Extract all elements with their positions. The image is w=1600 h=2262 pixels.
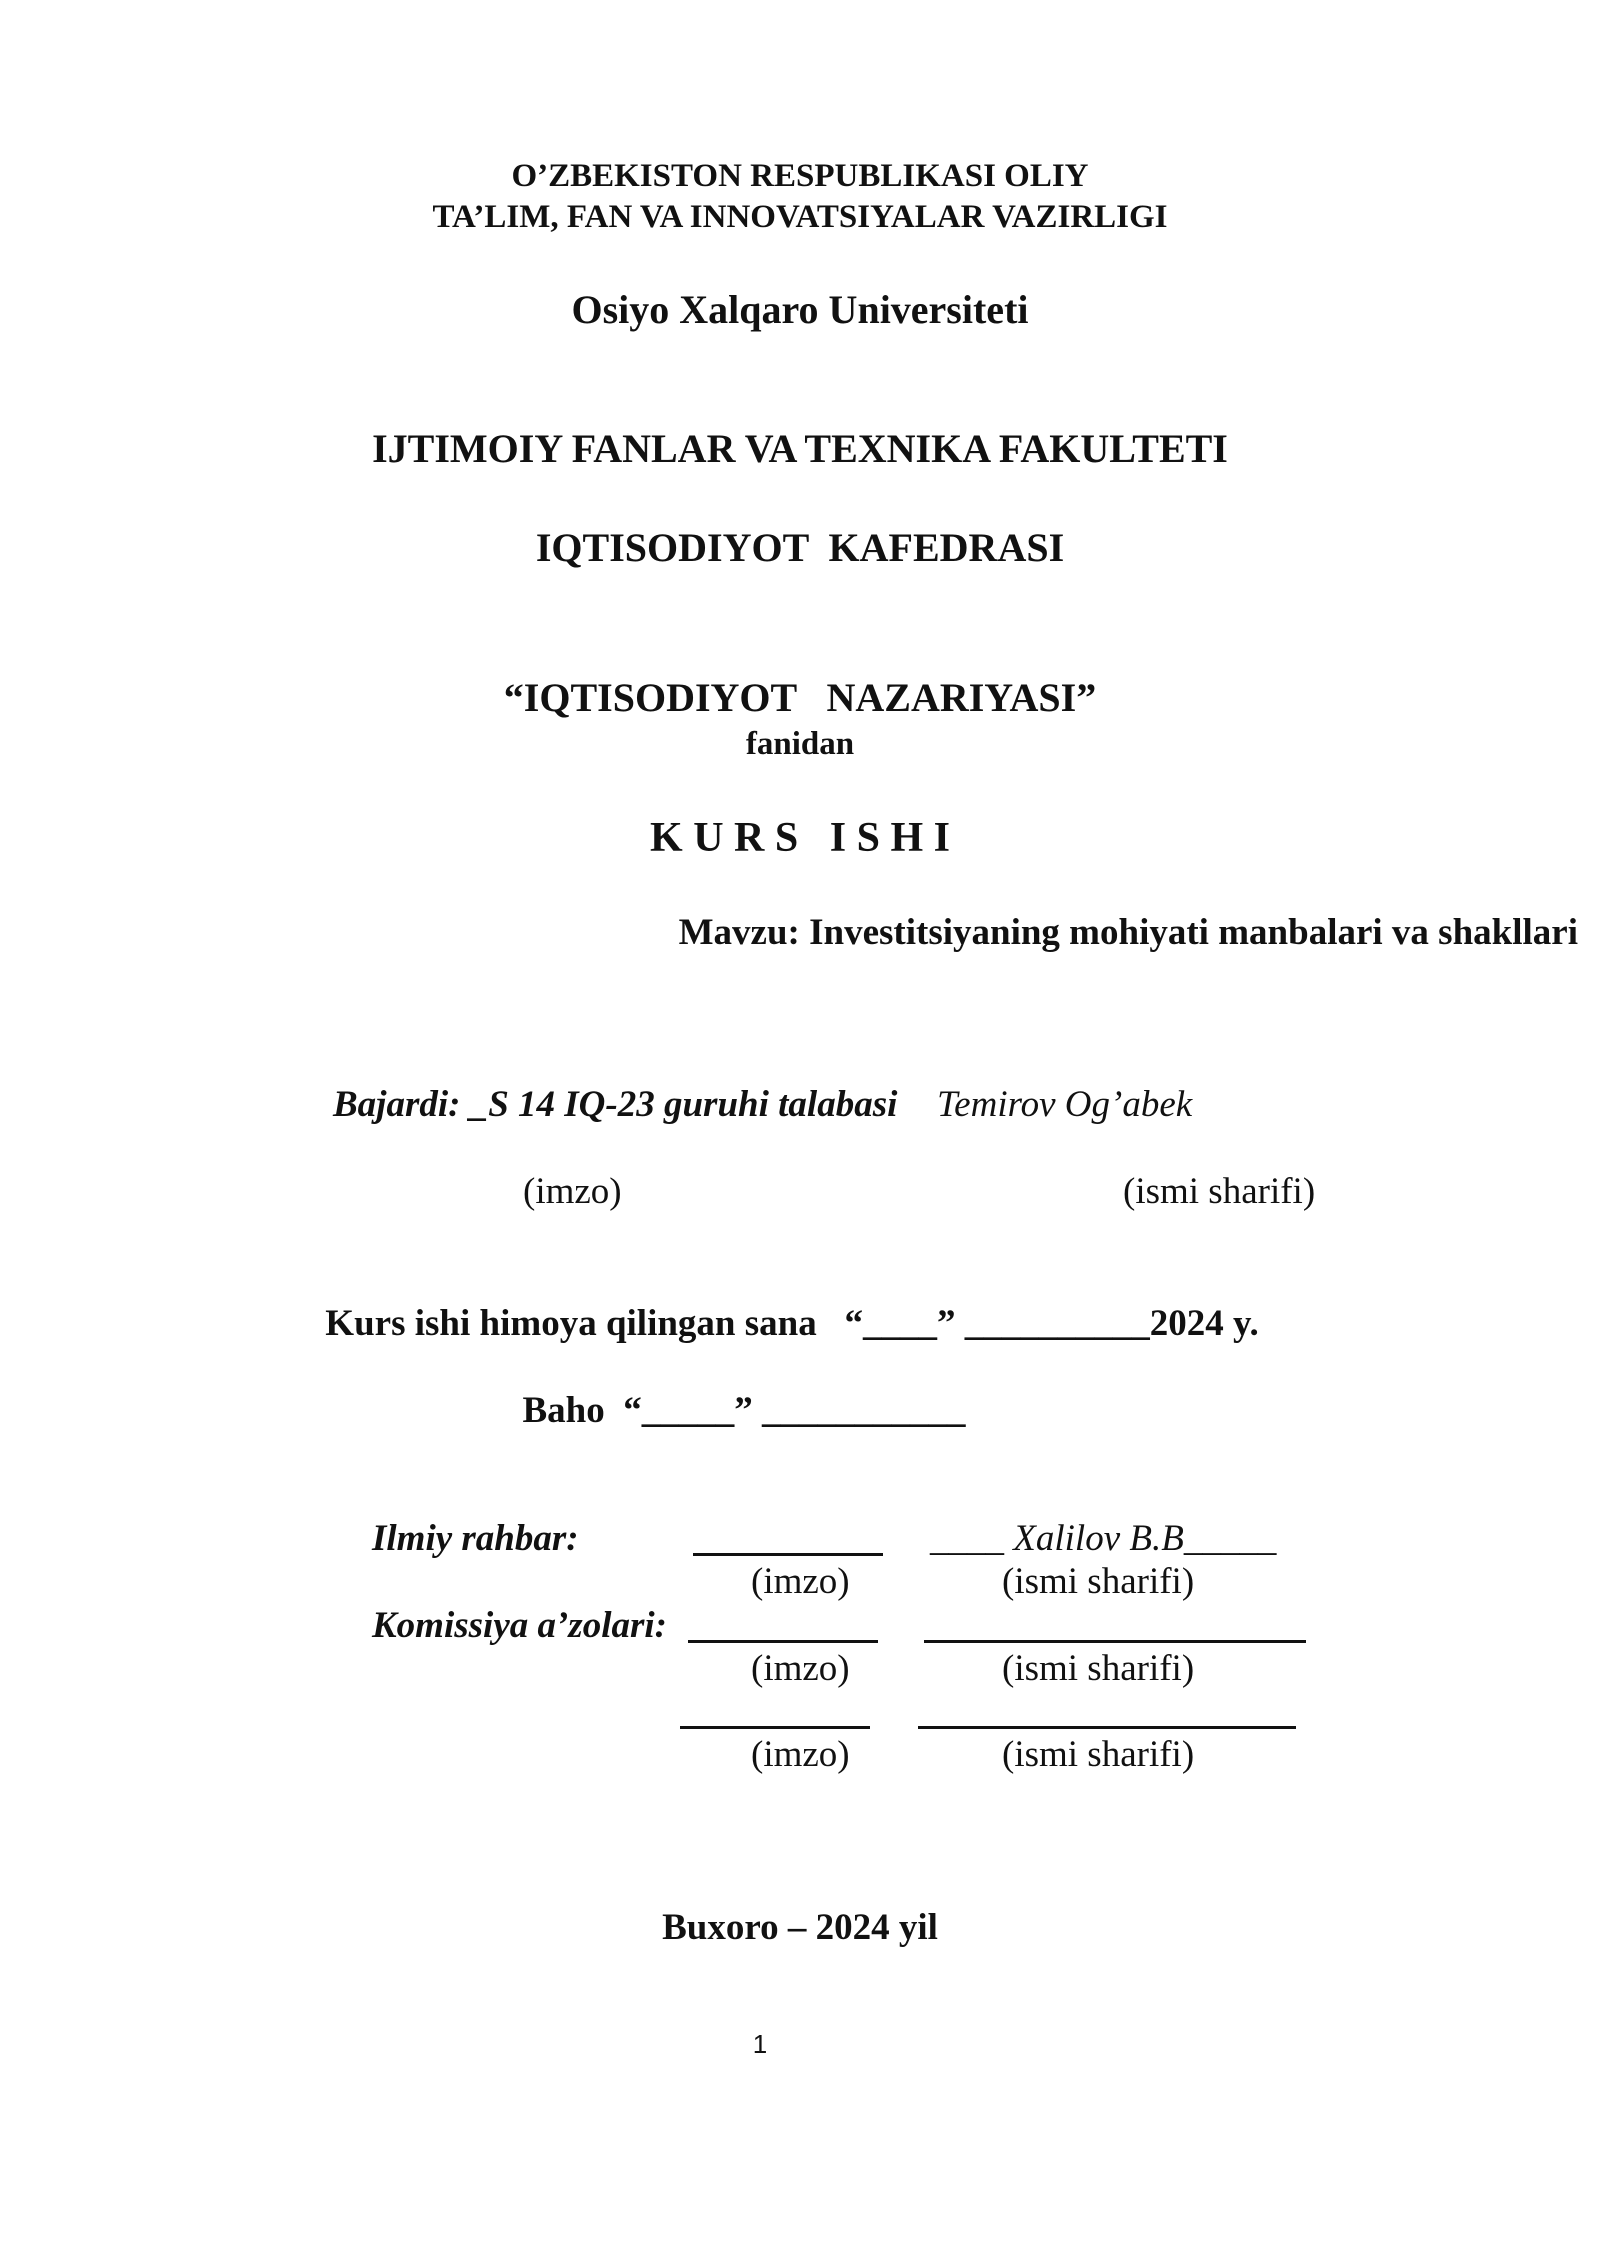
performer-name: Temirov Og’abek: [937, 1084, 1193, 1125]
commission-1-name-caption: (ismi sharifi): [1002, 1648, 1195, 1689]
topic-line: Mavzu: Investitsiyaning mohiyati manbalari va shakllari: [678, 912, 1578, 953]
subject-suffix: fanidan: [745, 726, 855, 762]
commission-2-signature-caption: (imzo): [751, 1734, 850, 1775]
university-name: Osiyo Xalqaro Universiteti: [571, 287, 1029, 332]
subject-title: “IQTISODIYOT NAZARIYASI”: [503, 675, 1097, 720]
department-name: IQTISODIYOT KAFEDRASI: [535, 525, 1065, 570]
supervisor-signature-line: [693, 1553, 883, 1556]
city-year: Buxoro – 2024 yil: [662, 1907, 938, 1948]
performer-name-caption: (ismi sharifi): [1123, 1171, 1316, 1212]
commission-2-name-caption: (ismi sharifi): [1002, 1734, 1195, 1775]
defense-date-line: Kurs ishi himoya qilingan sana “____” __________2024 y.: [325, 1303, 1259, 1344]
performer-label: Bajardi: _S 14 IQ-23 guruhi talabasi: [333, 1084, 898, 1125]
work-type-heading: K U R S I S H I: [650, 815, 950, 861]
commission-1-name-line: [924, 1640, 1306, 1643]
supervisor-signature-caption: (imzo): [751, 1561, 850, 1602]
commission-1-signature-caption: (imzo): [751, 1648, 850, 1689]
commission-2-signature-line: [680, 1726, 870, 1729]
supervisor-name-line: [930, 1517, 1276, 1560]
supervisor-label: Ilmiy rahbar:: [372, 1518, 579, 1559]
commission-2-name-line: [918, 1726, 1296, 1729]
page-number: 1: [752, 2029, 768, 2059]
supervisor-name-caption: (ismi sharifi): [1002, 1561, 1195, 1602]
faculty-name: IJTIMOIY FANLAR VA TEXNIKA FAKULTETI: [372, 426, 1228, 471]
supervisor-name-suffix: _____: [1183, 1518, 1277, 1559]
performer-signature-caption: (imzo): [523, 1171, 622, 1212]
commission-1-signature-line: [688, 1640, 878, 1643]
supervisor-name-prefix: ____: [930, 1518, 1014, 1559]
ministry-line-1: O’ZBEKISTON RESPUBLIKASI OLIY: [511, 158, 1089, 194]
supervisor-name: Xalilov B.B: [1013, 1518, 1184, 1559]
commission-label: Komissiya a’zolari:: [372, 1605, 667, 1646]
ministry-line-2: TA’LIM, FAN VA INNOVATSIYALAR VAZIRLIGI: [432, 199, 1168, 235]
grade-line: Baho “_____” ___________: [522, 1390, 966, 1431]
